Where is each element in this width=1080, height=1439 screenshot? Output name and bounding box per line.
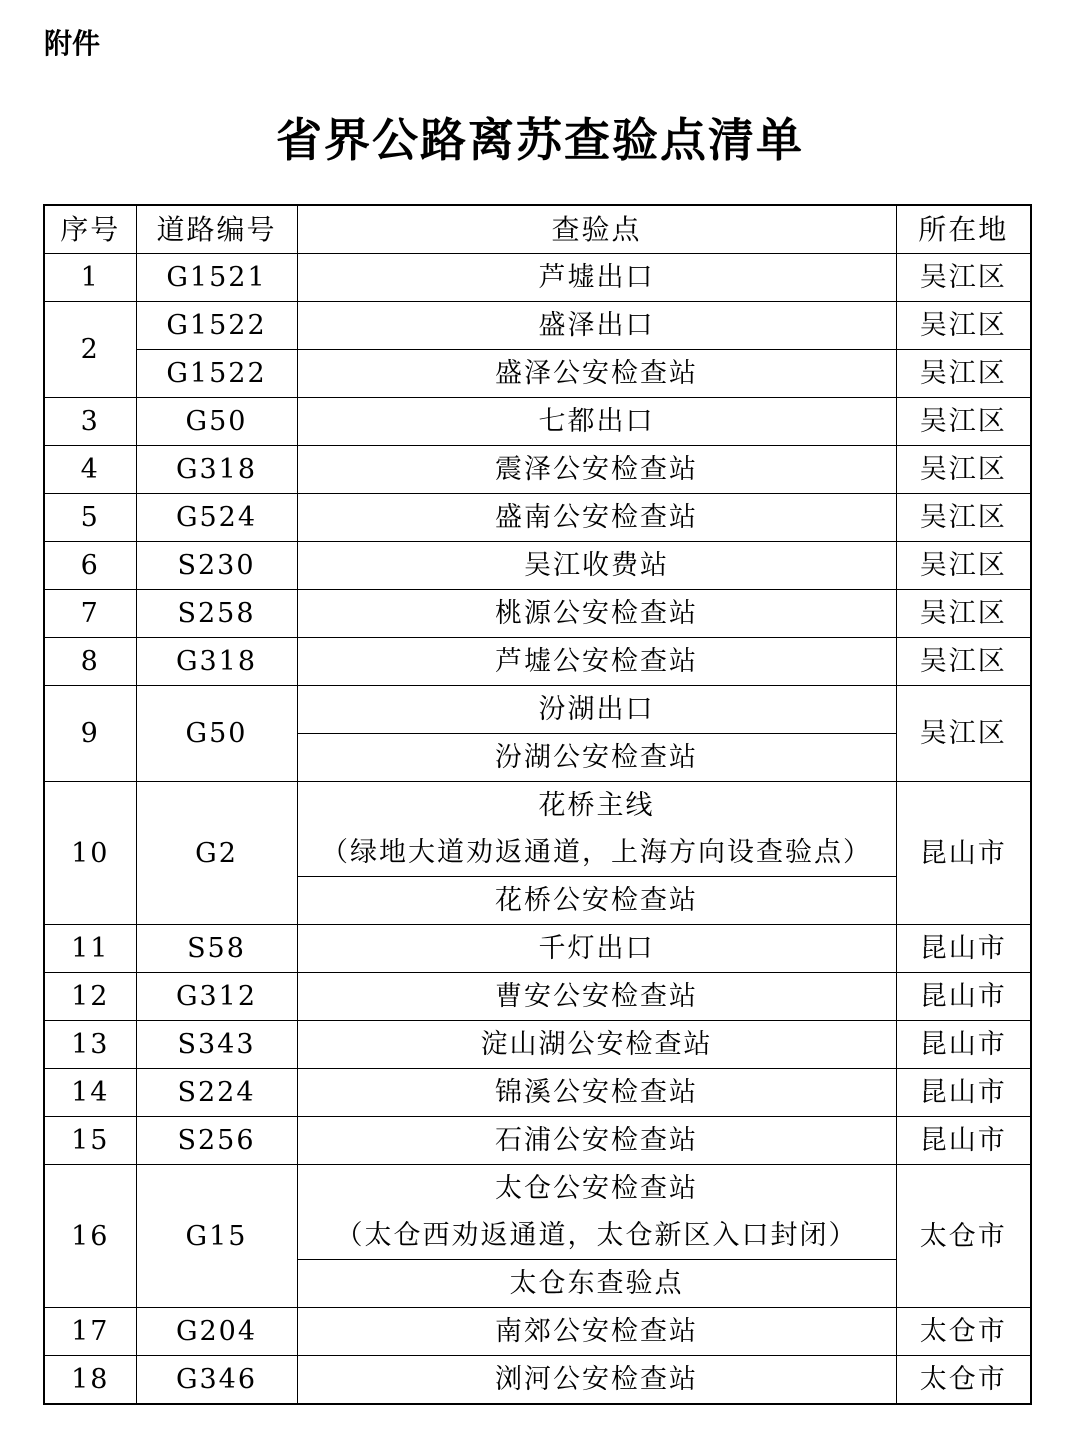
location: 昆山市 — [896, 1021, 1031, 1069]
column-header-road-code: 道路编号 — [136, 205, 297, 254]
road-code: G50 — [136, 686, 297, 782]
checkpoint-name: 芦墟出口 — [297, 254, 896, 302]
checkpoint-name: 南郊公安检查站 — [297, 1308, 896, 1356]
checkpoint-name: 汾湖公安检查站 — [297, 734, 896, 782]
table-row — [44, 973, 1031, 1021]
road-code: S230 — [136, 542, 297, 590]
location: 昆山市 — [896, 1117, 1031, 1165]
table-row — [44, 350, 1031, 398]
checkpoint-note: （绿地大道劝返通道，上海方向设查验点） — [321, 837, 872, 868]
checkpoint-name — [297, 1165, 896, 1260]
checkpoint-name: 淀山湖公安检查站 — [297, 1021, 896, 1069]
row-number: 13 — [44, 1021, 136, 1069]
road-code: S256 — [136, 1117, 297, 1165]
road-code: G204 — [136, 1308, 297, 1356]
location: 昆山市 — [896, 782, 1031, 925]
road-code: S224 — [136, 1069, 297, 1117]
checkpoint-name: 盛南公安检查站 — [297, 494, 896, 542]
row-number: 4 — [44, 446, 136, 494]
row-number: 11 — [44, 925, 136, 973]
row-number: 5 — [44, 494, 136, 542]
checkpoint-name: 曹安公安检查站 — [297, 973, 896, 1021]
table-row — [44, 1165, 1031, 1260]
row-number: 6 — [44, 542, 136, 590]
row-number: 7 — [44, 590, 136, 638]
checkpoint-name: 七都出口 — [297, 398, 896, 446]
table-row — [44, 686, 1031, 734]
checkpoint-name: 太仓东查验点 — [297, 1260, 896, 1308]
row-number: 2 — [44, 302, 136, 398]
location: 吴江区 — [896, 254, 1031, 302]
location: 吴江区 — [896, 302, 1031, 350]
checkpoint-name: 盛泽出口 — [297, 302, 896, 350]
checkpoint-note: （太仓西劝返通道，太仓新区入口封闭） — [335, 1220, 858, 1251]
road-code: G312 — [136, 973, 297, 1021]
location: 吴江区 — [896, 494, 1031, 542]
row-number: 3 — [44, 398, 136, 446]
table-row — [44, 1021, 1031, 1069]
location: 吴江区 — [896, 590, 1031, 638]
location: 吴江区 — [896, 446, 1031, 494]
column-header-checkpoint: 查验点 — [297, 205, 896, 254]
location: 吴江区 — [896, 542, 1031, 590]
column-header-number: 序号 — [44, 205, 136, 254]
road-code: G318 — [136, 446, 297, 494]
table-header-row — [44, 205, 1031, 254]
table-row — [44, 542, 1031, 590]
row-number: 8 — [44, 638, 136, 686]
location: 昆山市 — [896, 925, 1031, 973]
checkpoint-name: 汾湖出口 — [297, 686, 896, 734]
row-number: 14 — [44, 1069, 136, 1117]
table-row — [44, 638, 1031, 686]
location: 太仓市 — [896, 1356, 1031, 1405]
location: 太仓市 — [896, 1165, 1031, 1308]
row-number: 1 — [44, 254, 136, 302]
checkpoint-name-line: 花桥主线 — [538, 790, 655, 821]
row-number: 16 — [44, 1165, 136, 1308]
table-row — [44, 1308, 1031, 1356]
road-code: G1522 — [136, 302, 297, 350]
table-row — [44, 590, 1031, 638]
table-row — [44, 254, 1031, 302]
checkpoint-name: 花桥公安检查站 — [297, 877, 896, 925]
checkpoint-name: 千灯出口 — [297, 925, 896, 973]
row-number: 12 — [44, 973, 136, 1021]
table-row — [44, 494, 1031, 542]
road-code: S343 — [136, 1021, 297, 1069]
checkpoint-name: 芦墟公安检查站 — [297, 638, 896, 686]
location: 吴江区 — [896, 350, 1031, 398]
road-code: G50 — [136, 398, 297, 446]
checkpoint-name: 桃源公安检查站 — [297, 590, 896, 638]
table-row — [44, 1356, 1031, 1405]
road-code: S58 — [136, 925, 297, 973]
checkpoint-name: 震泽公安检查站 — [297, 446, 896, 494]
location: 太仓市 — [896, 1308, 1031, 1356]
table-row — [44, 302, 1031, 350]
table-row — [44, 925, 1031, 973]
row-number: 9 — [44, 686, 136, 782]
checkpoint-name: 浏河公安检查站 — [297, 1356, 896, 1405]
table-row — [44, 1069, 1031, 1117]
location: 昆山市 — [896, 973, 1031, 1021]
row-number: 17 — [44, 1308, 136, 1356]
checkpoint-name: 吴江收费站 — [297, 542, 896, 590]
location: 吴江区 — [896, 638, 1031, 686]
location: 昆山市 — [896, 1069, 1031, 1117]
table-row — [44, 782, 1031, 877]
road-code: G346 — [136, 1356, 297, 1405]
row-number: 10 — [44, 782, 136, 925]
checkpoint-name: 石浦公安检查站 — [297, 1117, 896, 1165]
row-number: 18 — [44, 1356, 136, 1405]
road-code: G524 — [136, 494, 297, 542]
checkpoint-table — [43, 204, 1032, 1405]
checkpoint-name-line: 太仓公安检查站 — [495, 1173, 698, 1204]
table-row — [44, 446, 1031, 494]
column-header-location: 所在地 — [896, 205, 1031, 254]
checkpoint-name — [297, 782, 896, 877]
road-code: G15 — [136, 1165, 297, 1308]
checkpoint-name: 盛泽公安检查站 — [297, 350, 896, 398]
checkpoint-name: 锦溪公安检查站 — [297, 1069, 896, 1117]
road-code: G318 — [136, 638, 297, 686]
table-row — [44, 1117, 1031, 1165]
document-title: 省界公路离苏查验点清单 — [276, 113, 804, 167]
table-row — [44, 398, 1031, 446]
attachment-label: 附件 — [44, 27, 101, 60]
location: 吴江区 — [896, 686, 1031, 782]
road-code: G1522 — [136, 350, 297, 398]
location: 吴江区 — [896, 398, 1031, 446]
road-code: S258 — [136, 590, 297, 638]
road-code: G1521 — [136, 254, 297, 302]
road-code: G2 — [136, 782, 297, 925]
row-number: 15 — [44, 1117, 136, 1165]
